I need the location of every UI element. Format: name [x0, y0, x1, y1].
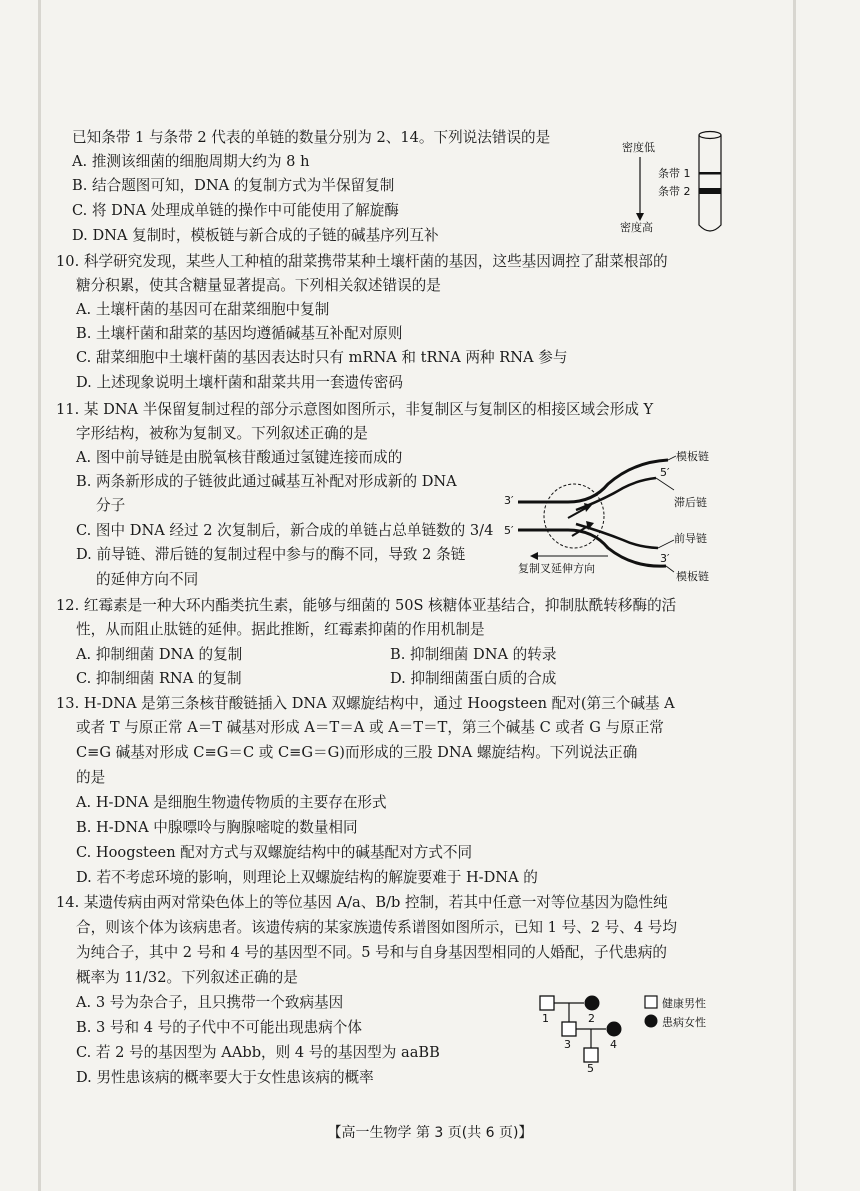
q13-option-b: B. H-DNA 中腺嘌呤与胸腺嘧啶的数量相同 — [76, 819, 358, 836]
q14-stem-line3: 为纯合子，其中 2 号和 4 号的基因型不同。5 号和与自身基因型相同的人婚配，子代患病的 — [76, 944, 668, 961]
q14-option-c: C. 若 2 号的基因型为 AAbb，则 4 号的基因型为 aaBB — [76, 1044, 440, 1061]
q14-stem-line2: 合，则该个体为该病患者。该遗传病的某家族遗传系谱图如图所示，已知 1 号、2 号、4 号均 — [76, 919, 677, 936]
q11-option-b-line1: B. 两条新形成的子链彼此通过碱基互补配对形成新的 DNA — [76, 473, 457, 490]
density-high-label: 密度高 — [620, 221, 653, 234]
q11-option-c: C. 图中 DNA 经过 2 次复制后，新合成的单链占总单链数的 3/4 — [76, 522, 494, 539]
prime-3-left-label: 3′ — [504, 494, 514, 507]
q13-stem-line1: 13. H-DNA 是第三条核苷酸链插入 DNA 双螺旋结构中，通过 Hoogsteen 配对(第三个碱基 A — [56, 695, 675, 712]
q10-option-a: A. 土壤杆菌的基因可在甜菜细胞中复制 — [76, 301, 330, 318]
q10-stem-line2: 糖分积累，使其含糖量显著提高。下列相关叙述错误的是 — [76, 277, 441, 294]
q14-option-d: D. 男性患该病的概率要大于女性患该病的概率 — [76, 1069, 374, 1086]
pedigree-number-3: 3 — [564, 1038, 571, 1051]
q12-option-b: B. 抑制细菌 DNA 的转录 — [390, 646, 557, 663]
q11-option-d-line2: 的延伸方向不同 — [96, 571, 199, 588]
q10-option-b: B. 土壤杆菌和甜菜的基因均遵循碱基互补配对原则 — [76, 325, 403, 342]
template-strand-top-label: 模板链 — [676, 450, 709, 463]
template-strand-bottom-label: 模板链 — [676, 570, 709, 583]
fork-direction-label: 复制叉延伸方向 — [518, 562, 595, 575]
density-arrow-icon — [632, 155, 652, 225]
legend-affected-female: 患病女性 — [662, 1016, 706, 1029]
pedigree-number-5: 5 — [587, 1062, 594, 1075]
q9-option-a: A. 推测该细菌的细胞周期大约为 8 h — [72, 153, 310, 170]
q14-stem-line4: 概率为 11/32。下列叙述正确的是 — [76, 969, 298, 986]
replication-fork-figure — [498, 444, 728, 584]
prime-5-left-label: 5′ — [504, 524, 514, 537]
q13-stem-line4: 的是 — [76, 769, 106, 786]
q11-stem-line2: 字形结构，被称为复制叉。下列叙述正确的是 — [76, 425, 368, 442]
band1-label: 条带 1 — [658, 167, 691, 180]
lagging-strand-label: 滞后链 — [674, 496, 707, 509]
q13-option-a: A. H-DNA 是细胞生物遗传物质的主要存在形式 — [76, 794, 387, 811]
q12-option-a: A. 抑制细菌 DNA 的复制 — [76, 646, 243, 663]
q9-option-d: D. DNA 复制时，模板链与新合成的子链的碱基序列互补 — [72, 227, 439, 244]
prime-3-bottom-label: 3′ — [660, 552, 670, 565]
q13-option-c: C. Hoogsteen 配对方式与双螺旋结构中的碱基配对方式不同 — [76, 844, 473, 861]
q9-stem: 已知条带 1 与条带 2 代表的单链的数量分别为 2、14。下列说法错误的是 — [72, 129, 551, 146]
q10-stem-line1: 10. 科学研究发现，某些人工种植的甜菜携带某种土壤杆菌的基因，这些基因调控了甜菜根部的 — [56, 253, 668, 270]
q9-option-c: C. 将 DNA 处理成单链的操作中可能使用了解旋酶 — [72, 202, 399, 219]
q12-stem-line2: 性，从而阻止肽链的延伸。据此推断，红霉素抑菌的作用机制是 — [76, 621, 485, 638]
q10-option-d: D. 上述现象说明土壤杆菌和甜菜共用一套遗传密码 — [76, 374, 403, 391]
pedigree-number-4: 4 — [610, 1038, 617, 1051]
q11-stem-line1: 11. 某 DNA 半保留复制过程的部分示意图如图所示，非复制区与复制区的相接区域会形成 Y — [56, 401, 654, 418]
pedigree-number-2: 2 — [588, 1012, 595, 1025]
q11-option-b-line2: 分子 — [96, 497, 126, 514]
density-low-label: 密度低 — [622, 141, 655, 154]
band2-label: 条带 2 — [658, 185, 691, 198]
legend-healthy-male: 健康男性 — [662, 997, 706, 1010]
healthy-male-icon — [644, 995, 660, 1011]
q14-option-a: A. 3 号为杂合子，且只携带一个致病基因 — [76, 994, 344, 1011]
q12-stem-line1: 12. 红霉素是一种大环内酯类抗生素，能够与细菌的 50S 核糖体亚基结合，抑制肽酰转移酶的活 — [56, 597, 677, 614]
affected-female-icon — [644, 1014, 660, 1030]
page-footer: 【高一生物学 第 3 页(共 6 页)】 — [327, 1125, 533, 1141]
q13-stem-line3: C≡G 碱基对形成 C≡G＝C 或 C≡G＝G)而形成的三股 DNA 螺旋结构。下列说法正确 — [76, 744, 638, 761]
q11-option-d-line1: D. 前导链、滞后链的复制过程中参与的酶不同，导致 2 条链 — [76, 546, 466, 563]
centrifuge-tube — [696, 129, 726, 241]
q12-option-d: D. 抑制细菌蛋白质的合成 — [390, 670, 557, 687]
q12-option-c: C. 抑制细菌 RNA 的复制 — [76, 670, 242, 687]
q14-option-b: B. 3 号和 4 号的子代中不可能出现患病个体 — [76, 1019, 362, 1036]
q9-density-figure — [600, 125, 740, 245]
leading-strand-label: 前导链 — [674, 532, 707, 545]
pedigree-number-1: 1 — [542, 1012, 549, 1025]
prime-5-top-label: 5′ — [660, 466, 670, 479]
q13-stem-line2: 或者 T 与原正常 A＝T 碱基对形成 A＝T＝A 或 A＝T＝T，第三个碱基 C 或者 G 与原正常 — [76, 719, 664, 736]
q11-option-a: A. 图中前导链是由脱氧核苷酸通过氢键连接而成的 — [76, 449, 403, 466]
pedigree-chart — [534, 990, 654, 1076]
q9-option-b: B. 结合题图可知，DNA 的复制方式为半保留复制 — [72, 177, 395, 194]
q14-stem-line1: 14. 某遗传病由两对常染色体上的等位基因 A/a、B/b 控制，若其中任意一对等位基因为隐性纯 — [56, 894, 668, 911]
q10-option-c: C. 甜菜细胞中土壤杆菌的基因表达时只有 mRNA 和 tRNA 两种 RNA 参与 — [76, 349, 568, 366]
pedigree-figure — [534, 990, 764, 1080]
q13-option-d: D. 若不考虑环境的影响，则理论上双螺旋结构的解旋要难于 H-DNA 的 — [76, 869, 538, 886]
